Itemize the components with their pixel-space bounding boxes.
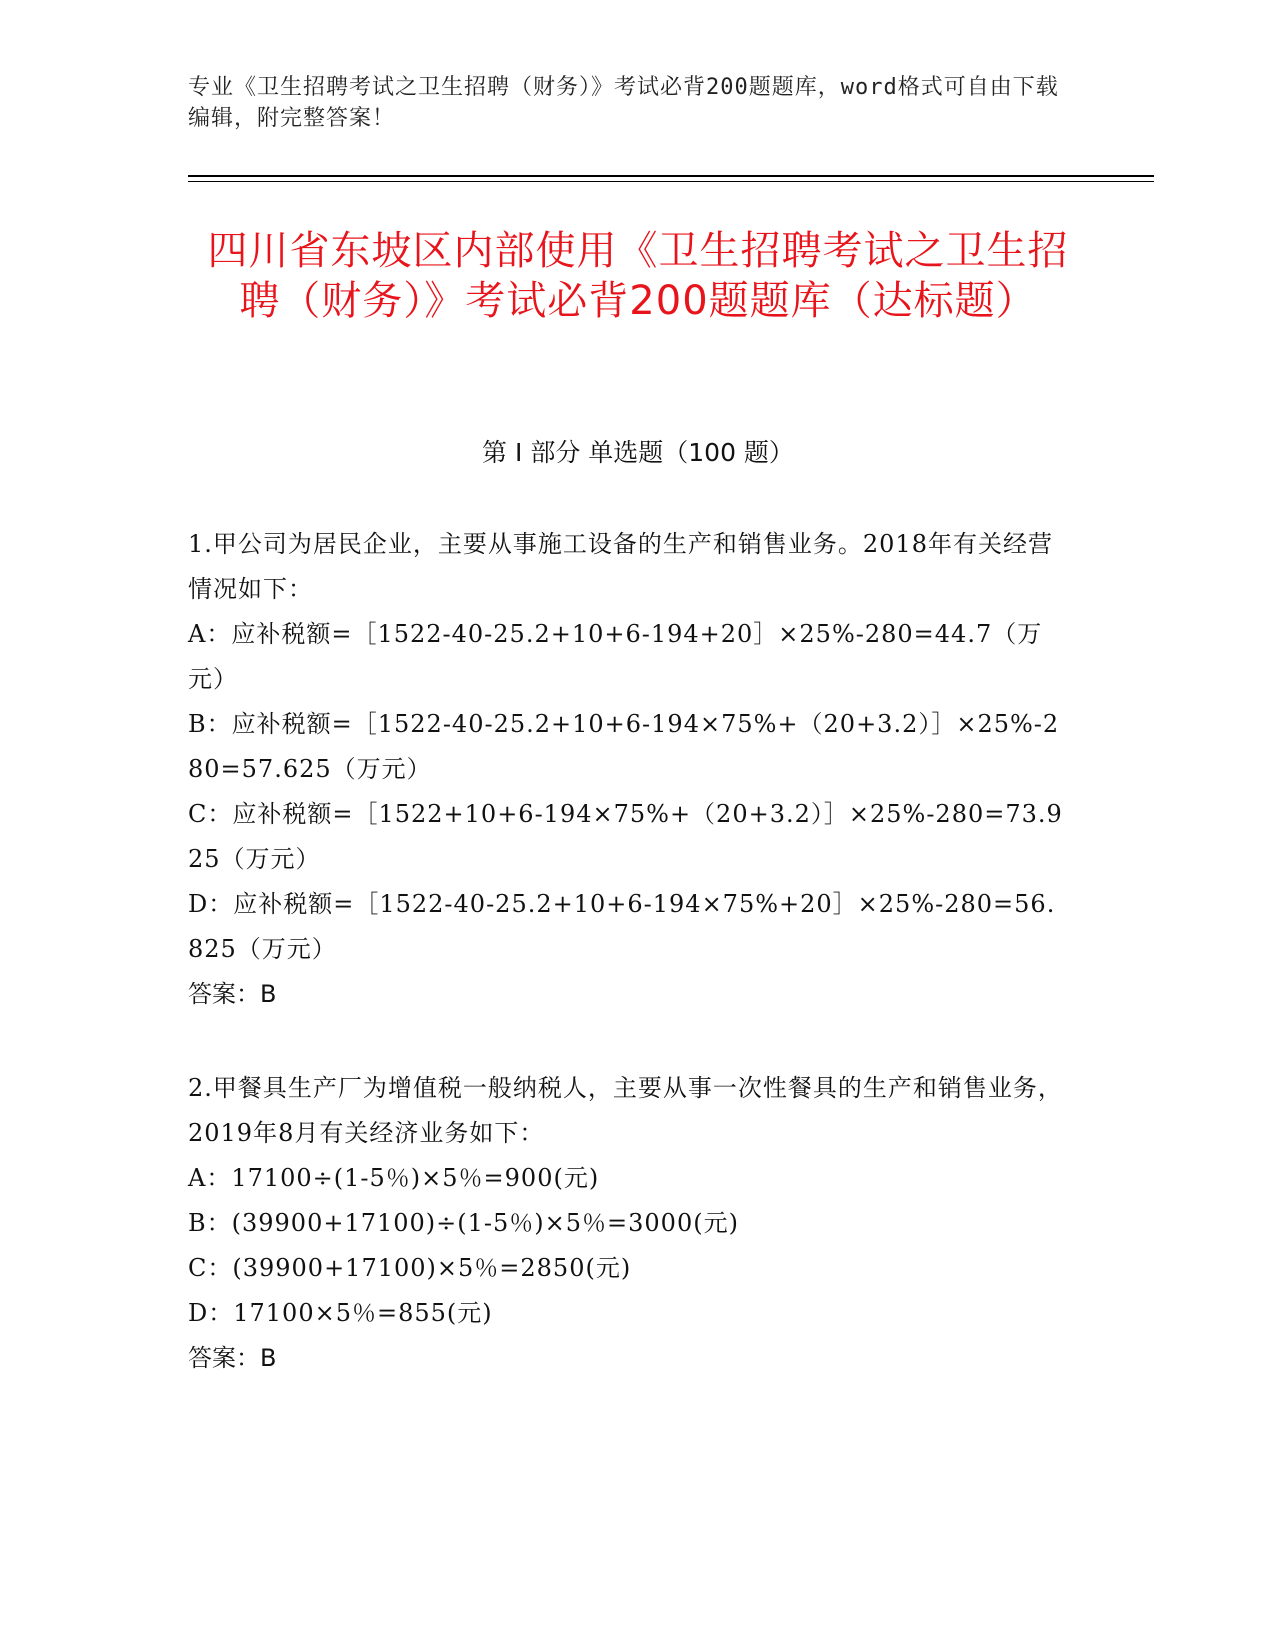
- question-1: [188, 522, 1068, 1017]
- option-c: C：应补税额=［1522+10+6-194×75%+（20+3.2）］×25%-280=73.925（万元）: [188, 800, 1063, 873]
- question-2: [188, 1066, 1068, 1381]
- option-c: C：(39900+17100)×5％=2850(元): [188, 1254, 632, 1282]
- section-title: 第 I 部分 单选题（100 题）: [482, 438, 794, 467]
- answer: 答案：B: [188, 1344, 277, 1372]
- option-a: A：应补税额=［1522-40-25.2+10+6-194+20］×25%-280=44.7（万元）: [188, 620, 1043, 693]
- header-rule-thin: [188, 181, 1154, 182]
- option-a: A：17100÷(1-5％)×5％=900(元): [188, 1164, 600, 1192]
- option-d: D：应补税额=［1522-40-25.2+10+6-194×75%+20］×25%-280=56.825（万元）: [188, 890, 1056, 963]
- option-b: B：(39900+17100)÷(1-5％)×5％=3000(元): [188, 1209, 739, 1237]
- option-b: B：应补税额=［1522-40-25.2+10+6-194×75%+（20+3.2）］×25%-280=57.625（万元）: [188, 710, 1060, 783]
- question-stem: 2.甲餐具生产厂为增值税一般纳税人，主要从事一次性餐具的生产和销售业务，2019年8月有关经济业务如下：: [188, 1074, 1063, 1147]
- question-stem: 1.甲公司为居民企业，主要从事施工设备的生产和销售业务。2018年有关经营情况如下：: [188, 530, 1053, 603]
- option-d: D：17100×5％=855(元): [188, 1299, 493, 1327]
- document-title: 四川省东坡区内部使用《卫生招聘考试之卫生招聘（财务）》考试必背200题题库（达标题）: [207, 228, 1069, 324]
- header-note: 专业《卫生招聘考试之卫生招聘（财务）》考试必背200题题库，word格式可自由下载编辑，附完整答案！: [188, 75, 1059, 131]
- header-rule-thick: [188, 175, 1154, 177]
- answer: 答案：B: [188, 980, 277, 1008]
